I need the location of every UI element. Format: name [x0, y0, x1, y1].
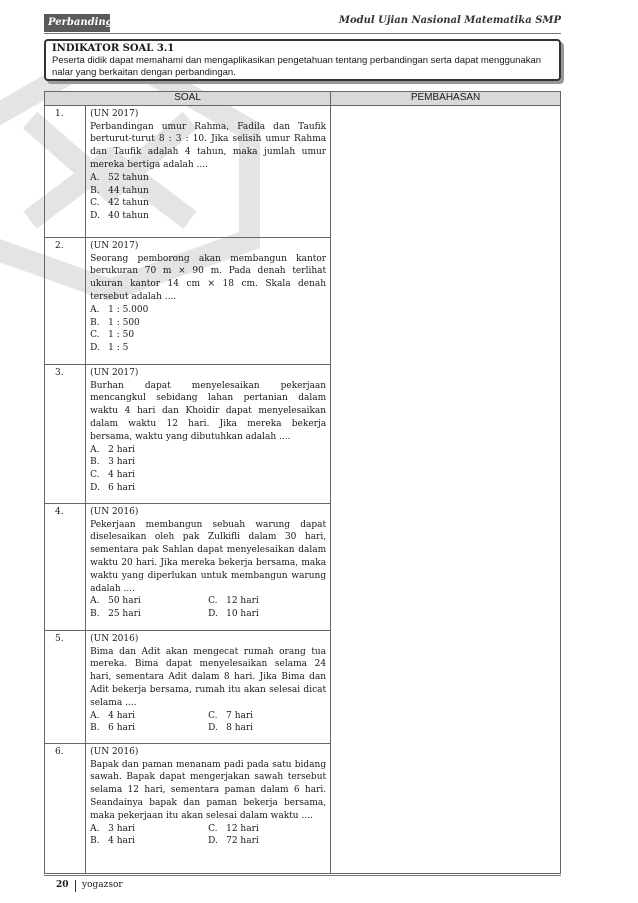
option-letter: C.: [208, 823, 218, 834]
option-letter: A.: [90, 823, 100, 834]
table-header-row: [45, 92, 561, 106]
option-letter: A.: [90, 172, 100, 183]
option-letter: D.: [90, 211, 100, 222]
col-soal-header: SOAL: [45, 92, 331, 106]
option-text: 8 hari: [226, 723, 254, 734]
question-number: 2.: [45, 237, 86, 364]
option-letter: C.: [90, 198, 100, 209]
answer-option: [208, 823, 326, 836]
answer-option: [90, 304, 326, 317]
question-text: Perbandingan umur Rahma, Fadila dan Taufik berturut-turut 8 : 3 : 10. Jika selisih umur Rahma dan Taufik adalah 4 tahun, maka jumlah umur mereka bertiga adalah ....: [90, 121, 327, 170]
option-text: 1 : 50: [108, 330, 135, 341]
option-letter: D.: [90, 343, 100, 354]
option-text: 72 hari: [226, 836, 259, 847]
question-text: Pekerjaan membangun sebuah warung dapat diselesaikan oleh pak Zulkifli dalam 30 hari, sementara pak Sahlan dapat menyelesaikan dalam waktu 20 hari. Jika mereka bekerja bersama, maka waktu yang diperlukan untuk membangun warung adalah ....: [90, 519, 327, 594]
answer-option: [90, 185, 326, 198]
option-text: 40 tahun: [108, 211, 149, 222]
question-source: (UN 2017): [90, 108, 139, 119]
option-letter: C.: [90, 330, 100, 341]
question-row: [45, 105, 561, 237]
question-cell: [86, 743, 331, 873]
indikator-box: [44, 39, 561, 81]
option-letter: C.: [208, 596, 218, 607]
question-cell: [86, 237, 331, 364]
option-letter: B.: [90, 317, 100, 328]
answer-option: [208, 710, 326, 723]
question-text: Bapak dan paman menanam padi pada satu bidang sawah. Bapak dapat mengerjakan sawah tersebut selama 12 hari, sementara paman dalam 6 hari. Seandainya bapak dan paman bekerja bersama, maka pekerjaan itu akan selesai dalam waktu ....: [90, 759, 327, 821]
answer-option: [90, 444, 326, 457]
option-letter: C.: [90, 470, 100, 481]
option-text: 4 hari: [108, 470, 136, 481]
answer-option-row: [90, 710, 326, 723]
option-letter: B.: [90, 457, 100, 468]
answer-option: [90, 456, 326, 469]
answer-option: [90, 835, 208, 848]
option-letter: D.: [208, 836, 218, 847]
option-text: 3 hari: [108, 457, 136, 468]
option-text: 1 : 5: [108, 343, 129, 354]
answer-option: [90, 469, 326, 482]
answer-option: [90, 329, 326, 342]
answer-option: [90, 210, 326, 223]
page-footer: [44, 880, 561, 894]
answer-option: [90, 595, 208, 608]
option-text: 52 tahun: [108, 172, 149, 183]
option-text: 44 tahun: [108, 185, 149, 196]
pembahasan-cell: [331, 105, 561, 873]
module-title: Modul Ujian Nasional Matematika SMP: [338, 15, 561, 26]
option-text: 4 hari: [108, 836, 136, 847]
question-table: [44, 91, 561, 874]
option-letter: D.: [208, 723, 218, 734]
question-cell: [86, 630, 331, 743]
indikator-heading: INDIKATOR SOAL 3.1: [52, 43, 175, 54]
answer-option-row: [90, 722, 326, 735]
answer-option-row: [90, 595, 326, 608]
option-text: 6 hari: [108, 723, 136, 734]
answer-option: [90, 482, 326, 495]
answer-option-row: [90, 823, 326, 836]
question-source: (UN 2016): [90, 746, 139, 757]
answer-option: [90, 317, 326, 330]
answer-option: [208, 608, 326, 621]
question-source: (UN 2017): [90, 240, 139, 251]
answer-option-row: [90, 608, 326, 621]
question-number: 4.: [45, 503, 86, 630]
option-text: 42 tahun: [108, 198, 149, 209]
answer-option: [208, 722, 326, 735]
answer-option-row: [90, 835, 326, 848]
answer-option: [90, 342, 326, 355]
answer-option: [90, 710, 208, 723]
option-letter: B.: [90, 836, 100, 847]
question-text: Bima dan Adit akan mengecat rumah orang tua mereka. Bima dapat menyelesaikan selama 24 hari, sementara Adit dalam 8 hari. Jika Bima dan Adit bekerja bersama, rumah itu akan selesai dicat selama ....: [90, 646, 327, 708]
option-letter: A.: [90, 710, 100, 721]
question-source: (UN 2016): [90, 633, 139, 644]
question-cell: [86, 503, 331, 630]
option-letter: A.: [90, 596, 100, 607]
header-rule: [44, 33, 561, 34]
author-name: yogazsor: [82, 880, 123, 890]
option-text: 7 hari: [226, 710, 254, 721]
option-letter: B.: [90, 723, 100, 734]
answer-option: [90, 823, 208, 836]
question-cell: [86, 364, 331, 503]
option-letter: A.: [90, 304, 100, 315]
col-pembahasan-header: PEMBAHASAN: [331, 92, 561, 106]
option-text: 10 hari: [226, 609, 259, 620]
option-text: 1 : 500: [108, 317, 140, 328]
footer-divider: [75, 880, 76, 892]
option-text: 1 : 5.000: [108, 304, 149, 315]
answer-option: [90, 722, 208, 735]
answer-option: [90, 172, 326, 185]
question-text: Burhan dapat menyelesaikan pekerjaan mencangkul sebidang lahan pertanian dalam waktu 4 hari dan Khoidir dapat menyelesaikan dalam waktu 12 hari. Jika mereka bekerja bersama, waktu yang dibutuhkan adalah ....: [90, 380, 327, 442]
answer-option: [90, 197, 326, 210]
answer-option: [208, 835, 326, 848]
question-source: (UN 2016): [90, 506, 139, 517]
chapter-tag: Perbandingan: [44, 14, 110, 32]
page-header: [44, 14, 561, 32]
answer-option: [90, 608, 208, 621]
option-text: 4 hari: [108, 710, 136, 721]
answer-option: [208, 595, 326, 608]
option-text: 6 hari: [108, 482, 136, 493]
option-letter: A.: [90, 444, 100, 455]
option-text: 25 hari: [108, 609, 141, 620]
question-number: 6.: [45, 743, 86, 873]
option-letter: D.: [90, 482, 100, 493]
option-letter: B.: [90, 609, 100, 620]
question-source: (UN 2017): [90, 367, 139, 378]
indikator-text: Peserta didik dapat memahami dan mengaplikasikan pengetahuan tentang perbandingan serta dapat menggunakan nalar yang berkaitan dengan perbandingan.: [52, 55, 542, 78]
option-text: 12 hari: [226, 823, 259, 834]
question-number: 5.: [45, 630, 86, 743]
footer-rule: [44, 875, 561, 876]
question-text: Seorang pemborong akan membangun kantor berukuran 70 m × 90 m. Pada denah terlihat ukuran kantor 14 cm × 18 cm. Skala denah tersebut adalah ....: [90, 253, 327, 302]
option-letter: B.: [90, 185, 100, 196]
page-number: 20: [56, 880, 69, 890]
option-text: 12 hari: [226, 596, 259, 607]
question-number: 3.: [45, 364, 86, 503]
question-cell: [86, 105, 331, 237]
option-letter: D.: [208, 609, 218, 620]
option-text: 2 hari: [108, 444, 136, 455]
option-letter: C.: [208, 710, 218, 721]
question-number: 1.: [45, 105, 86, 237]
option-text: 50 hari: [108, 596, 141, 607]
option-text: 3 hari: [108, 823, 136, 834]
